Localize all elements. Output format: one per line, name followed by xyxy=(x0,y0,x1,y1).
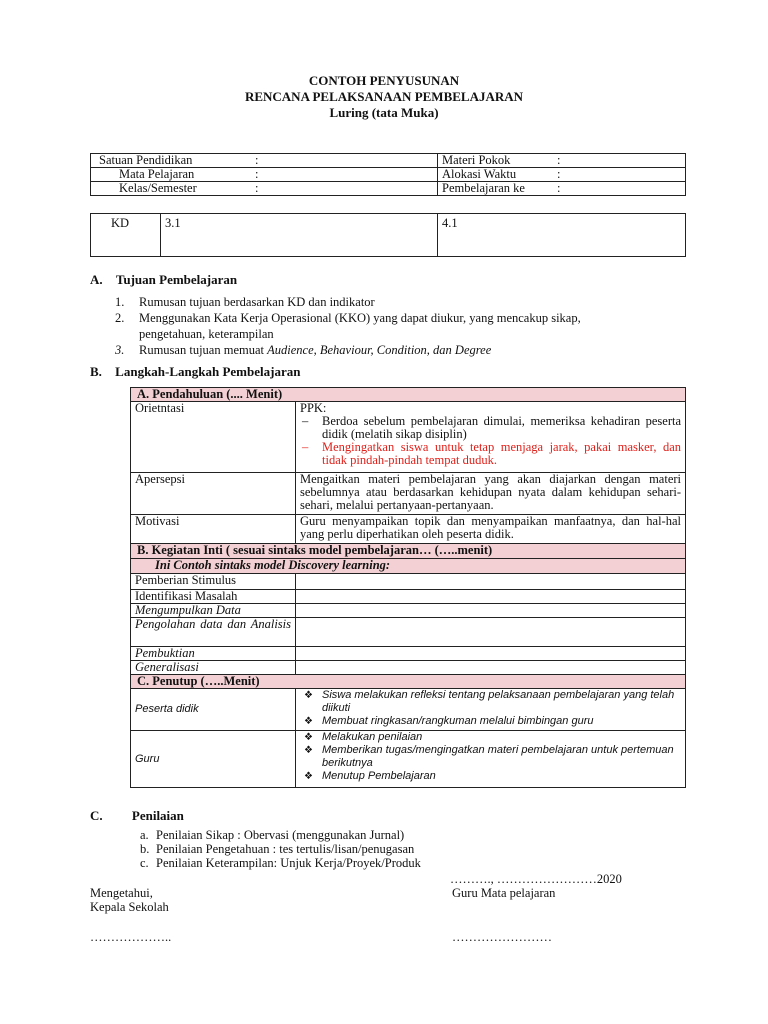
bullet-text: Melakukan penilaian xyxy=(322,731,423,743)
list-num: a. xyxy=(140,828,149,842)
section-letter: A. xyxy=(90,272,103,287)
bullet-text: Membuat ringkasan/rangkuman melalui bimbingan guru xyxy=(322,715,594,727)
kd-3: 3.1 xyxy=(161,214,438,257)
field-sep: : xyxy=(557,181,561,195)
step-label: Identifikasi Masalah xyxy=(131,590,296,604)
ppk-label: PPK: xyxy=(300,401,327,415)
list-item xyxy=(115,342,695,358)
diamond-bullet-icon: ❖ xyxy=(304,690,313,701)
list-item xyxy=(300,715,681,728)
field-sep: : xyxy=(255,153,259,167)
apersepsi-text: Mengaitkan materi pembelajaran yang akan diajarkan dengan materi sebelumnya atau berdasarkan kehidupan nyata dalam kehidupan sehari-sehari, melalui pertanyaan-pertanyaan. xyxy=(296,473,686,515)
kd-4: 4.1 xyxy=(438,214,686,257)
section-title: Langkah-Langkah Pembelajaran xyxy=(115,364,301,379)
pendahuluan-header: A. Pendahuluan (.... Menit) xyxy=(131,388,686,402)
field-sep: : xyxy=(255,181,259,195)
motivasi-text: Guru menyampaikan topik dan menyampaikan manfaatnya, dan hal-hal yang perlu diperhatikan oleh peserta didik. xyxy=(296,515,686,544)
step-content xyxy=(296,590,686,604)
field-label: Mata Pelajaran xyxy=(119,167,195,181)
section-b-heading xyxy=(90,364,300,380)
list-num: 1. xyxy=(115,295,125,309)
guru-label: Guru xyxy=(131,731,296,788)
inti-subheader: Ini Contoh sintaks model Discovery learning: xyxy=(131,559,686,574)
list-text-italic: Audience, Behaviour, Condition, dan Degree xyxy=(267,343,492,357)
section-title: Penilaian xyxy=(131,808,184,823)
kd-label: KD xyxy=(91,214,161,257)
list-item xyxy=(140,842,421,856)
doc-title-3: Luring (tata Muka) xyxy=(329,105,439,120)
list-item xyxy=(300,744,681,770)
field-sep: : xyxy=(557,153,561,167)
langkah-table xyxy=(130,387,686,788)
list-item xyxy=(140,828,421,842)
step-label: Mengumpulkan Data xyxy=(131,604,296,618)
list-num: c. xyxy=(140,856,149,870)
list-item-cont: pengetahuan, keterampilan xyxy=(139,327,274,341)
identity-cell xyxy=(438,154,686,168)
list-item xyxy=(300,689,681,715)
doc-title-1: CONTOH PENYUSUNAN xyxy=(308,73,460,88)
signature-left-dots: ……………….. xyxy=(90,930,172,944)
signature-right-1: Guru Mata pelajaran xyxy=(452,886,556,900)
signature-right-dots: …………………… xyxy=(452,930,552,944)
section-a-heading xyxy=(90,272,237,288)
step-content xyxy=(296,647,686,661)
dash-text: Mengingatkan siswa untuk tetap menjaga jarak, pakai masker, dan tidak pindah-pindah tempat duduk. xyxy=(322,440,681,467)
bullet-text: Siswa melakukan refleksi tentang pelaksanaan pembelajaran yang telah diikuti xyxy=(322,689,675,714)
list-item xyxy=(300,770,681,783)
peserta-label: Peserta didik xyxy=(131,689,296,731)
step-content xyxy=(296,661,686,675)
bullet-text: Memberikan tugas/mengingatkan materi pembelajaran untuk pertemuan berikutnya xyxy=(322,744,674,769)
section-a-list xyxy=(115,294,695,358)
dash-item xyxy=(300,415,681,441)
diamond-bullet-icon: ❖ xyxy=(304,716,313,727)
motivasi-label: Motivasi xyxy=(131,515,296,544)
identity-cell xyxy=(438,168,686,182)
list-item xyxy=(115,294,695,310)
list-item xyxy=(300,731,681,744)
signature-date: ………., ……………………2020 xyxy=(450,872,622,886)
identity-cell xyxy=(438,182,686,196)
step-content xyxy=(296,604,686,618)
step-label: Generalisasi xyxy=(131,661,296,675)
list-num: b. xyxy=(140,842,150,856)
list-text: Menggunakan Kata Kerja Operasional (KKO) yang dapat diukur, yang mencakup sikap, xyxy=(139,311,581,325)
diamond-bullet-icon: ❖ xyxy=(304,771,313,782)
field-sep: : xyxy=(557,167,561,181)
apersepsi-label: Apersepsi xyxy=(131,473,296,515)
peserta-content xyxy=(296,689,686,731)
guru-content xyxy=(296,731,686,788)
field-label: Alokasi Waktu xyxy=(442,167,517,181)
step-content xyxy=(296,618,686,647)
step-content xyxy=(296,574,686,590)
field-label: Kelas/Semester xyxy=(119,181,197,195)
list-text: Penilaian Keterampilan: Unjuk Kerja/Proyek/Produk xyxy=(156,856,421,870)
section-title: Tujuan Pembelajaran xyxy=(115,272,238,287)
step-label: Pengolahan data dan Analisis xyxy=(131,618,296,647)
list-item xyxy=(115,310,695,326)
section-c-list xyxy=(140,828,421,870)
field-label: Pembelajaran ke xyxy=(442,181,525,195)
list-num: 3. xyxy=(115,343,125,357)
section-letter: B. xyxy=(90,364,102,379)
signature-left-1: Mengetahui, xyxy=(90,886,153,900)
list-text: Rumusan tujuan memuat xyxy=(139,343,268,357)
bullet-text: Menutup Pembelajaran xyxy=(322,770,436,782)
inti-header: B. Kegiatan Inti ( sesuai sintaks model pembelajaran… (…..menit) xyxy=(131,544,686,559)
list-num: 2. xyxy=(115,311,125,325)
diamond-bullet-icon: ❖ xyxy=(304,745,313,756)
step-label: Pembuktian xyxy=(131,647,296,661)
dash-icon: – xyxy=(302,440,309,454)
list-item xyxy=(140,856,421,870)
step-label: Pemberian Stimulus xyxy=(131,574,296,590)
dash-item xyxy=(300,441,681,467)
section-c-heading xyxy=(90,808,184,824)
field-label: Satuan Pendidikan xyxy=(99,153,193,167)
identity-cell xyxy=(91,182,438,196)
list-text: Rumusan tujuan berdasarkan KD dan indikator xyxy=(139,295,375,309)
section-letter: C. xyxy=(90,808,103,823)
penutup-header: C. Penutup (…..Menit) xyxy=(131,675,686,689)
orientasi-label: Orietntasi xyxy=(131,402,296,473)
list-text: Penilaian Sikap : Obervasi (menggunakan Jurnal) xyxy=(156,828,405,842)
identity-cell xyxy=(91,154,438,168)
field-sep: : xyxy=(255,167,259,181)
field-label: Materi Pokok xyxy=(442,153,511,167)
dash-text: Berdoa sebelum pembelajaran dimulai, memeriksa kehadiran peserta didik (melatih sikap disiplin) xyxy=(322,414,681,441)
diamond-bullet-icon: ❖ xyxy=(304,732,313,743)
signature-left-2: Kepala Sekolah xyxy=(90,900,169,914)
orientasi-content xyxy=(296,402,686,473)
identity-cell xyxy=(91,168,438,182)
doc-title-2: RENCANA PELAKSANAAN PEMBELAJARAN xyxy=(244,89,524,104)
identity-table xyxy=(90,153,686,196)
list-text: Penilaian Pengetahuan : tes tertulis/lisan/penugasan xyxy=(156,842,415,856)
kd-table xyxy=(90,213,686,257)
dash-icon: – xyxy=(302,414,309,428)
